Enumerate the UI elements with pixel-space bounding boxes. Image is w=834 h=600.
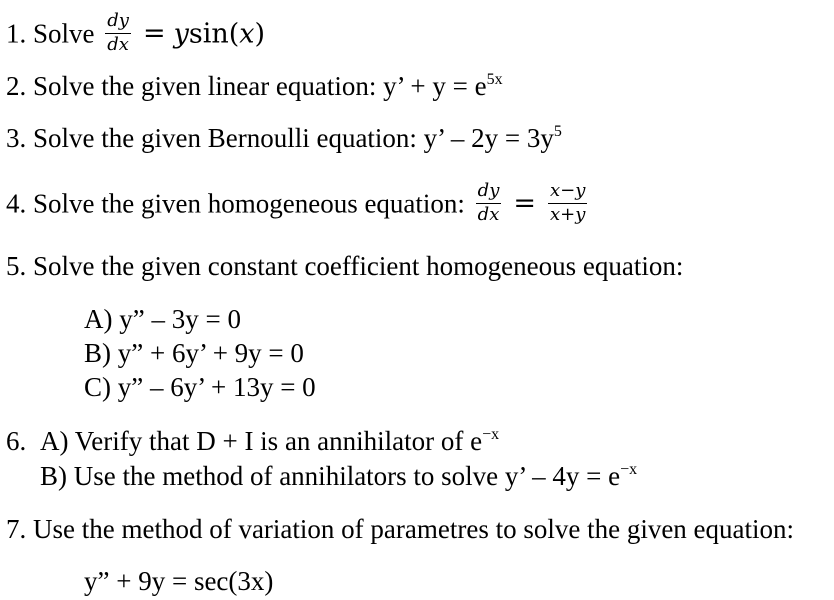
problem-6-part-a (40, 428, 499, 455)
problem-4-rhs-numerator: x−y (548, 181, 587, 204)
problem-5-part-a: A) y” – 3y = 0 (84, 304, 241, 334)
problem-5-text: 5. Solve the given constant coefficient homogeneous equation: (6, 251, 684, 281)
problem-4-equals: = (513, 188, 536, 220)
problem-1-rhs-x: x (239, 18, 255, 50)
problem-1-rhs-fn: sin( (188, 18, 240, 50)
problem-4-prefix: 4. Solve the given homogeneous equation: (6, 188, 465, 219)
problem-7-text: 7. Use the method of variation of parametres to solve the given equation: (6, 514, 795, 544)
problem-7 (6, 516, 794, 543)
problem-6-part-a-text: A) Verify that D + I is an annihilator of e (40, 426, 483, 456)
problem-6-part-a-exponent: −x (482, 426, 500, 443)
problem-3-exponent: 5 (553, 123, 562, 140)
problem-4-lhs-fraction (476, 181, 502, 225)
problem-1-prefix: 1. Solve (6, 18, 95, 49)
problem-6-number: 6. (6, 426, 27, 456)
problem-2-exponent: 5x (486, 71, 503, 88)
problem-5 (6, 253, 683, 280)
problem-4-rhs-denominator: x+y (550, 203, 586, 225)
problem-1-rhs (174, 18, 265, 49)
problem-3 (6, 125, 562, 152)
problem-4-rhs-fraction (548, 181, 587, 225)
problem-5-part-b: B) y” + 6y’ + 9y = 0 (84, 338, 304, 368)
problem-4 (6, 180, 591, 228)
problem-3-text: 3. Solve the given Bernoulli equation: y’ – 2y = 3y (6, 123, 554, 153)
problem-1-rhs-y: y (173, 18, 189, 50)
problem-5-part-c: C) y” – 6y’ + 13y = 0 (84, 372, 316, 402)
problem-1-derivative-fraction (105, 11, 131, 55)
problem-1-frac-denominator: dx (107, 33, 129, 55)
problem-2 (6, 73, 503, 100)
problem-4-lhs-numerator: dy (476, 181, 502, 204)
problem-1-equals: = (142, 18, 166, 50)
problem-1-frac-numerator: dy (105, 11, 131, 34)
problem-4-lhs-denominator: dx (477, 203, 500, 225)
problem-6-part-b-text: B) Use the method of annihilators to solve y’ – 4y = e (40, 461, 621, 491)
problem-1-rhs-close: ) (254, 18, 266, 50)
problem-1 (6, 10, 266, 58)
problem-2-text: 2. Solve the given linear equation: y’ + y = e (6, 71, 487, 101)
problem-6-part-b-exponent: −x (620, 461, 638, 478)
problem-7-equation: y” + 9y = sec(3x) (84, 566, 274, 596)
problem-6-part-b (40, 463, 637, 490)
